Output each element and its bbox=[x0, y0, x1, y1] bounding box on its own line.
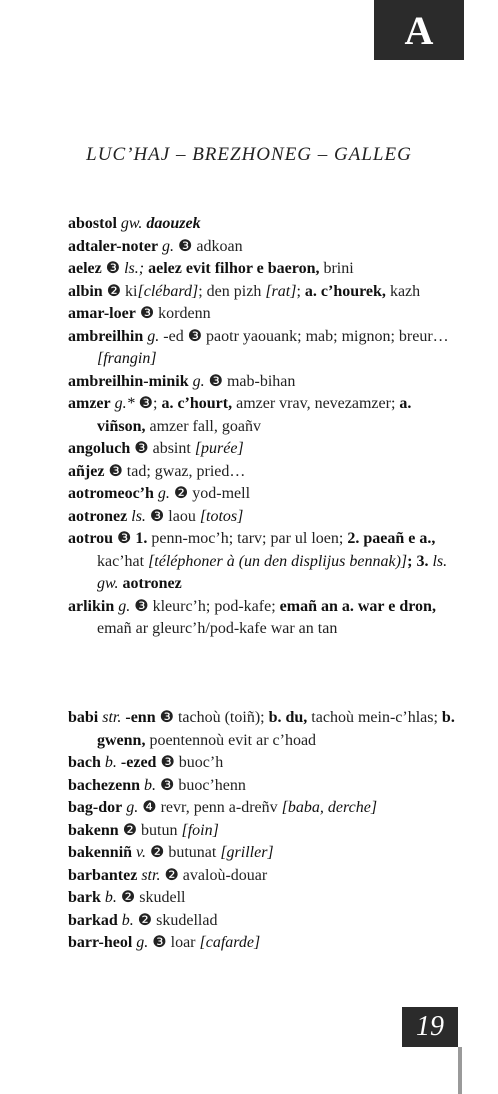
definition: ❸ buoc’h bbox=[160, 754, 224, 771]
bold-phrase: daouzek bbox=[146, 215, 201, 232]
headword: aotromeoc’h bbox=[68, 485, 154, 502]
bold-phrase: a. c’hourek, bbox=[304, 282, 386, 300]
grammar-label: g. bbox=[192, 372, 205, 390]
list-item bbox=[68, 393, 458, 438]
page-edge-stripe bbox=[458, 1047, 462, 1094]
list-item bbox=[68, 752, 458, 775]
list-item bbox=[68, 303, 458, 326]
gloss: [rat] bbox=[265, 282, 297, 300]
list-item bbox=[68, 820, 458, 843]
grammar-label: str. bbox=[141, 866, 161, 884]
headword: aotronez bbox=[68, 507, 128, 525]
headword: añjez bbox=[68, 462, 105, 480]
definition: kac’hat bbox=[97, 552, 145, 570]
headword: arlikin bbox=[68, 597, 115, 615]
headword: amar-loer bbox=[68, 305, 136, 322]
definition: ❷ avaloù-douar bbox=[164, 866, 268, 884]
list-item bbox=[68, 887, 458, 910]
definition: ❸ bbox=[117, 530, 132, 547]
list-item bbox=[68, 371, 458, 394]
grammar-label: v. bbox=[136, 844, 146, 861]
list-item bbox=[68, 797, 458, 820]
headword: bakenn bbox=[68, 821, 119, 839]
grammar-label: gw. bbox=[120, 215, 143, 232]
list-item bbox=[68, 842, 458, 865]
gloss: [foin] bbox=[181, 821, 219, 839]
list-item bbox=[68, 506, 458, 529]
definition: ❸ buoc’henn bbox=[160, 776, 246, 794]
grammar-label: g. bbox=[162, 237, 175, 255]
dictionary-section-b bbox=[68, 707, 458, 955]
definition: ❸ mab-bihan bbox=[208, 372, 296, 390]
bold-phrase: a. c’hourt, bbox=[161, 395, 233, 412]
sense-number: ; 3. bbox=[407, 552, 429, 570]
definition: ❷ skudellad bbox=[137, 911, 218, 929]
gloss: [griller] bbox=[220, 844, 274, 861]
definition: ❸ tachoù (toiñ); bbox=[159, 709, 265, 726]
grammar-label: g. bbox=[126, 799, 139, 816]
headword: ambreilhin bbox=[68, 327, 144, 345]
headword: abostol bbox=[68, 215, 117, 232]
definition: brini bbox=[323, 260, 354, 277]
definition: ❸ kleurc’h; pod-kafe; bbox=[134, 597, 276, 615]
page-number: 19 bbox=[402, 1007, 458, 1047]
definition: ❷ yod-mell bbox=[173, 485, 251, 502]
grammar-label: ls. bbox=[131, 507, 146, 525]
headword: bachezenn bbox=[68, 776, 140, 794]
headword: bakenniñ bbox=[68, 844, 133, 861]
headword: angoluch bbox=[68, 440, 131, 457]
definition: ❸ adkoan bbox=[178, 237, 243, 255]
list-item bbox=[68, 528, 458, 596]
list-item bbox=[68, 596, 458, 641]
headword: amzer bbox=[68, 395, 111, 412]
definition: ❸ tad; gwaz, pried… bbox=[108, 462, 246, 480]
list-item bbox=[68, 438, 458, 461]
definition: tachoù mein-c’hlas; bbox=[311, 709, 438, 726]
list-item bbox=[68, 775, 458, 798]
definition: ❸ laou bbox=[149, 507, 196, 525]
list-item bbox=[68, 236, 458, 259]
list-item bbox=[68, 213, 458, 236]
list-item: albin ❷ ki[clébard]; den pizh [rat]; a. c’hourek, kazh bbox=[68, 282, 421, 300]
definition: kazh bbox=[389, 282, 421, 300]
list-item bbox=[68, 707, 458, 752]
list-item bbox=[68, 461, 458, 484]
grammar-label: b. bbox=[104, 754, 117, 771]
headword: aelez bbox=[68, 260, 102, 277]
gloss: [cafarde] bbox=[199, 934, 261, 951]
sense-number: 1. bbox=[135, 530, 148, 547]
headword: barkad bbox=[68, 911, 118, 929]
headword: bag-dor bbox=[68, 799, 123, 816]
section-letter-tab: A bbox=[374, 0, 464, 60]
bold-phrase: b. du, bbox=[268, 709, 308, 726]
grammar-label: b. bbox=[144, 776, 156, 794]
bold-phrase: aotronez bbox=[122, 575, 182, 592]
definition: amzer vrav, nevezamzer; bbox=[236, 395, 396, 412]
grammar-label: str. bbox=[102, 709, 122, 726]
bold-phrase: paeañ e a., bbox=[363, 530, 436, 547]
headword: bark bbox=[68, 889, 101, 906]
definition: ❸; bbox=[138, 395, 158, 412]
dictionary-section-a bbox=[68, 213, 458, 641]
definition: -ed ❸ paotr yaouank; mab; mignon; breur… bbox=[163, 327, 449, 345]
list-item bbox=[68, 326, 458, 371]
bold-phrase: b. gwenn, bbox=[97, 709, 455, 749]
grammar-label: g. bbox=[118, 597, 131, 615]
definition: ❷ butun bbox=[122, 821, 178, 839]
headword: barbantez bbox=[68, 866, 138, 884]
definition: ❹ revr, penn a-dreñv bbox=[142, 799, 278, 816]
grammar-label: g.* bbox=[114, 395, 135, 412]
list-item bbox=[68, 483, 458, 506]
definition: ❸ bbox=[105, 260, 121, 277]
headword: bach bbox=[68, 754, 101, 771]
grammar-label: ls. gw. bbox=[97, 552, 448, 592]
definition: emañ ar gleurc’h/pod-kafe war an tan bbox=[97, 620, 338, 637]
list-item bbox=[68, 258, 458, 281]
definition: ❷ butunat bbox=[149, 844, 217, 861]
definition: ; den pizh bbox=[198, 282, 262, 300]
headword: albin bbox=[68, 282, 103, 300]
definition: amzer fall, goañv bbox=[149, 417, 261, 435]
headword: adtaler-noter bbox=[68, 237, 159, 255]
bold-phrase: -ezed bbox=[120, 754, 157, 771]
grammar-label: g. bbox=[147, 327, 160, 345]
grammar-label: g. bbox=[136, 934, 149, 951]
page-title: LUC’HAJ – BREZHONEG – GALLEG bbox=[86, 144, 412, 165]
headword: aotrou bbox=[68, 530, 114, 547]
definition: ❷ ki bbox=[106, 282, 138, 300]
grammar-label: b. bbox=[104, 889, 117, 906]
list-item bbox=[68, 932, 458, 955]
definition: penn-moc’h; tarv; par ul loen; bbox=[151, 530, 344, 547]
definition: poentennoù evit ar c’hoad bbox=[149, 731, 317, 749]
bold-phrase: -enn bbox=[125, 709, 156, 726]
grammar-label: g. bbox=[157, 485, 170, 502]
gloss: [totos] bbox=[199, 507, 244, 525]
gloss: [purée] bbox=[194, 440, 244, 457]
gloss: [téléphoner à (un den displijus bennak)] bbox=[148, 552, 408, 570]
headword: ambreilhin-minik bbox=[68, 372, 189, 390]
headword: babi bbox=[68, 709, 99, 726]
definition: ❸ absint bbox=[134, 440, 191, 457]
bold-phrase: aelez evit filhor e baeron, bbox=[148, 260, 320, 277]
sense-number: 2. bbox=[347, 530, 360, 547]
definition: ❸ kordenn bbox=[139, 305, 211, 322]
gloss: [clébard] bbox=[137, 282, 199, 300]
gloss: [baba, derche] bbox=[281, 799, 378, 816]
bold-phrase: a. viñson, bbox=[97, 395, 412, 435]
grammar-label: b. bbox=[121, 911, 134, 929]
definition: ❷ skudell bbox=[120, 889, 186, 906]
grammar-label: ls.; bbox=[124, 260, 145, 277]
definition: ❸ loar bbox=[152, 934, 196, 951]
list-item bbox=[68, 865, 458, 888]
list-item bbox=[68, 910, 458, 933]
headword: barr-heol bbox=[68, 934, 133, 951]
bold-phrase: emañ an a. war e dron, bbox=[279, 597, 436, 615]
gloss: [frangin] bbox=[97, 350, 157, 367]
